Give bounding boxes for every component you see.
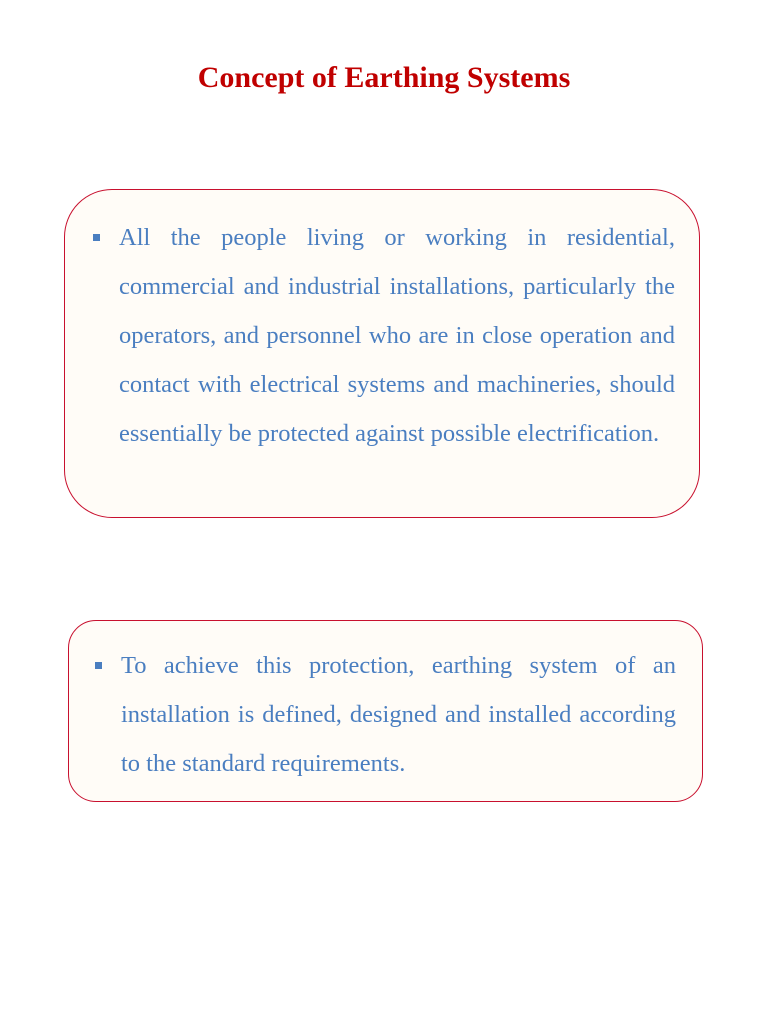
square-bullet-icon <box>93 234 100 241</box>
callout-box-earthing-design <box>68 620 703 802</box>
callout-box-people-protection <box>64 189 700 518</box>
slide-title: Concept of Earthing Systems <box>197 61 571 94</box>
square-bullet-icon <box>95 662 102 669</box>
bullet-item <box>89 213 675 458</box>
bullet-item <box>91 641 676 788</box>
bullet-text: All the people living or working in residential, commercial and industrial installations, particularly the operators, and personnel who are in close operation and contact with electrical systems and machineries, should essentially be protected against possible electrification. <box>119 224 675 447</box>
bullet-text: To achieve this protection, earthing system of an installation is defined, designed and installed according to the standard requirements. <box>121 652 676 777</box>
